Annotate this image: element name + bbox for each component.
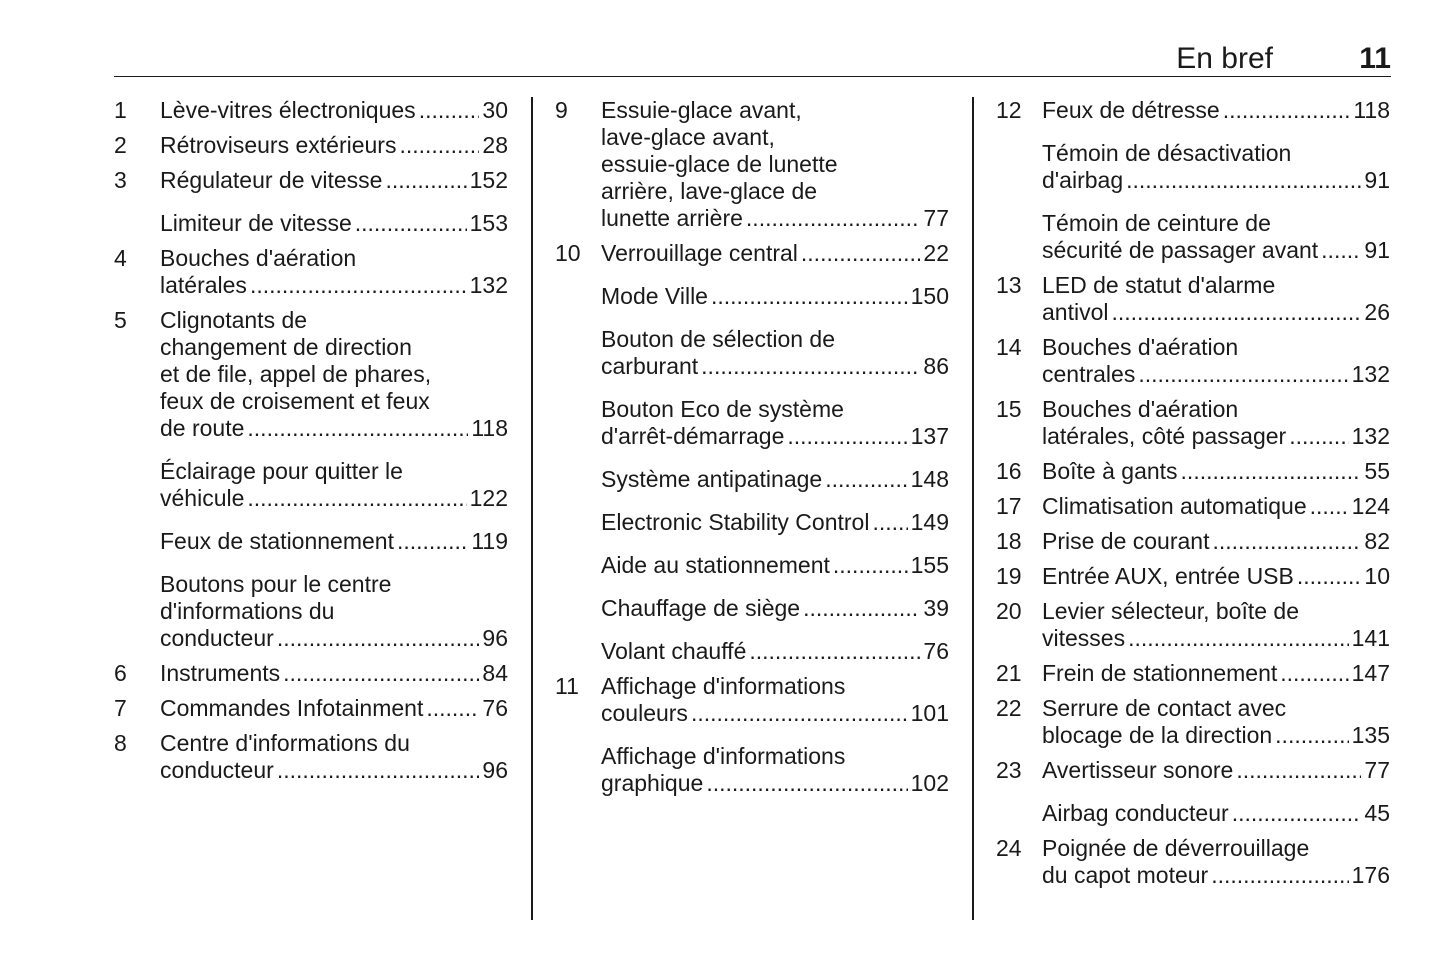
- entry-text-line: Limiteur de vitesse: [160, 210, 352, 236]
- page-reference: 84: [482, 660, 508, 686]
- index-entry: [996, 458, 1390, 485]
- item-number: 23: [996, 757, 1022, 783]
- entry-text-line: Volant chauffé: [601, 638, 747, 664]
- item-number: 19: [996, 563, 1022, 589]
- entry-last-line: [160, 625, 508, 652]
- entry-last-line: [1042, 493, 1390, 520]
- index-entry: [996, 757, 1390, 784]
- dot-leader: [872, 509, 907, 536]
- entry-text-line: conducteur: [160, 757, 274, 783]
- entry-text-line: lave-glace avant,: [601, 124, 775, 150]
- dot-leader: [1126, 167, 1361, 194]
- entry-text-line: Essuie-glace avant,: [601, 97, 802, 123]
- item-number: 7: [114, 695, 127, 721]
- entry-text-line: Témoin de ceinture de: [1042, 210, 1271, 236]
- entry-text-line: feux de croisement et feux: [160, 388, 430, 414]
- page-reference: 147: [1351, 660, 1390, 686]
- index-entry: [555, 283, 949, 310]
- page-reference: 102: [910, 770, 949, 796]
- page-reference: 152: [469, 167, 508, 193]
- entry-text-line: Avertisseur sonore: [1042, 757, 1234, 783]
- index-entry: [555, 97, 949, 232]
- dot-leader: [706, 770, 907, 797]
- index-entry: [114, 695, 508, 722]
- dot-leader: [1280, 660, 1348, 687]
- entry-text-line: Affichage d'informations: [601, 743, 846, 769]
- index-entry: [996, 97, 1390, 124]
- dot-leader: [701, 353, 920, 380]
- entry-text-line: changement de direction: [160, 334, 412, 360]
- entry-text-line: Rétroviseurs extérieurs: [160, 132, 397, 158]
- entry-text-line: Feux de détresse: [1042, 97, 1220, 123]
- entry-last-line: [160, 97, 508, 124]
- page-reference: 22: [923, 240, 949, 266]
- entry-last-line: [601, 638, 949, 665]
- index-entry: [996, 493, 1390, 520]
- entry-last-line: [1042, 167, 1390, 194]
- entry-text-line: Frein de stationnement: [1042, 660, 1278, 686]
- dot-leader: [426, 695, 479, 722]
- index-entry: [996, 598, 1390, 652]
- entry-text-line: vitesses: [1042, 625, 1126, 651]
- entry-last-line: [601, 205, 949, 232]
- entry-text-line: d'airbag: [1042, 167, 1124, 193]
- entry-text-line: Aide au stationnement: [601, 552, 830, 578]
- entry-text-line: Verrouillage central: [601, 240, 798, 266]
- entry-text-line: Éclairage pour quitter le: [160, 458, 403, 484]
- index-entry: [555, 595, 949, 622]
- item-number: 18: [996, 528, 1022, 554]
- page-reference: 77: [1364, 757, 1390, 783]
- section-title: En bref: [1176, 42, 1273, 75]
- entry-text-line: arrière, lave-glace de: [601, 178, 818, 204]
- index-entry: [555, 466, 949, 493]
- page-reference: 176: [1351, 862, 1390, 888]
- page-reference: 76: [923, 638, 949, 664]
- entry-last-line: [601, 466, 949, 493]
- index-entry: [114, 307, 508, 442]
- page-reference: 132: [1351, 361, 1390, 387]
- entry-last-line: [601, 423, 949, 450]
- page-reference: 135: [1351, 722, 1390, 748]
- entry-last-line: [601, 595, 949, 622]
- entry-last-line: [160, 757, 508, 784]
- entry-last-line: [601, 770, 949, 797]
- entry-last-line: [1042, 625, 1390, 652]
- item-number: 21: [996, 660, 1022, 686]
- entry-last-line: [1042, 660, 1390, 687]
- dot-leader: [283, 660, 479, 687]
- item-number: 9: [555, 97, 568, 123]
- index-entry: [555, 673, 949, 727]
- entry-text-line: Electronic Stability Control: [601, 509, 870, 535]
- index-entry: [114, 660, 508, 687]
- index-entry: [114, 167, 508, 194]
- page-reference: 155: [910, 552, 949, 578]
- index-entry: [114, 571, 508, 652]
- entry-last-line: [1042, 97, 1390, 124]
- entry-text-line: d'arrêt-démarrage: [601, 423, 785, 449]
- entry-text-line: Bouches d'aération: [160, 245, 357, 271]
- entry-last-line: [1042, 862, 1390, 889]
- item-number: 2: [114, 132, 127, 158]
- dot-leader: [1138, 361, 1348, 388]
- item-number: 16: [996, 458, 1022, 484]
- entry-text-line: latérales, côté passager: [1042, 423, 1287, 449]
- dot-leader: [1223, 97, 1351, 124]
- dot-leader: [1310, 493, 1349, 520]
- index-entry: [996, 695, 1390, 749]
- entry-text-line: Bouches d'aération: [1042, 334, 1239, 360]
- dot-leader: [1297, 563, 1362, 590]
- entry-text-line: Climatisation automatique: [1042, 493, 1307, 519]
- entry-last-line: [160, 272, 508, 299]
- dot-leader: [277, 625, 480, 652]
- index-entry: [114, 730, 508, 784]
- entry-last-line: [1042, 722, 1390, 749]
- page-reference: 122: [469, 485, 508, 511]
- entry-text-line: Instruments: [160, 660, 281, 686]
- dot-leader: [399, 132, 479, 159]
- entry-last-line: [601, 700, 949, 727]
- dot-leader: [1181, 458, 1362, 485]
- entry-last-line: [160, 528, 508, 555]
- item-number: 15: [996, 396, 1022, 422]
- entry-last-line: [1042, 423, 1390, 450]
- item-number: 4: [114, 245, 127, 271]
- dot-leader: [1321, 237, 1361, 264]
- entry-last-line: [160, 132, 508, 159]
- dot-leader: [803, 595, 920, 622]
- entry-last-line: [1042, 458, 1390, 485]
- entry-text-line: Clignotants de: [160, 307, 308, 333]
- item-number: 12: [996, 97, 1022, 123]
- entry-text-line: centrales: [1042, 361, 1136, 387]
- entry-text-line: sécurité de passager avant: [1042, 237, 1319, 263]
- dot-leader: [1275, 722, 1348, 749]
- entry-text-line: Bouches d'aération: [1042, 396, 1239, 422]
- page-reference: 148: [910, 466, 949, 492]
- index-entry: [996, 272, 1390, 326]
- index-entry: [114, 458, 508, 512]
- dot-leader: [397, 528, 468, 555]
- page-reference: 137: [910, 423, 949, 449]
- entry-text-line: de route: [160, 415, 245, 441]
- page-reference: 91: [1364, 167, 1390, 193]
- entry-text-line: Poignée de déverrouillage: [1042, 835, 1310, 861]
- index-entry: [996, 835, 1390, 889]
- entry-text-line: Témoin de désactivation: [1042, 140, 1292, 166]
- item-number: 5: [114, 307, 127, 333]
- index-entry: [555, 552, 949, 579]
- index-entry: [114, 528, 508, 555]
- dot-leader: [385, 167, 466, 194]
- page-reference: 118: [1353, 97, 1390, 123]
- entry-last-line: [160, 485, 508, 512]
- page-reference: 150: [910, 283, 949, 309]
- page-reference: 86: [923, 353, 949, 379]
- page-reference: 26: [1364, 299, 1390, 325]
- page-reference: 96: [482, 757, 508, 783]
- entry-last-line: [1042, 563, 1390, 590]
- dot-leader: [250, 272, 467, 299]
- index-entry: [996, 660, 1390, 687]
- dot-leader: [833, 552, 908, 579]
- dot-leader: [1236, 757, 1361, 784]
- page-reference: 101: [910, 700, 949, 726]
- index-entry: [555, 326, 949, 380]
- dot-leader: [749, 638, 920, 665]
- dot-leader: [801, 240, 921, 267]
- entry-text-line: graphique: [601, 770, 704, 796]
- index-entry: [996, 210, 1390, 264]
- entry-last-line: [160, 167, 508, 194]
- entry-text-line: véhicule: [160, 485, 245, 511]
- item-number: 20: [996, 598, 1022, 624]
- page-reference: 118: [471, 415, 508, 441]
- page-number: 11: [1359, 42, 1391, 75]
- index-column-2: [555, 97, 949, 797]
- entry-last-line: [1042, 528, 1390, 555]
- entry-text-line: Affichage d'informations: [601, 673, 846, 699]
- index-entry: [114, 132, 508, 159]
- dot-leader: [1128, 625, 1349, 652]
- dot-leader: [1232, 800, 1362, 827]
- entry-text-line: conducteur: [160, 625, 274, 651]
- dot-leader: [787, 423, 907, 450]
- page-reference: 30: [482, 97, 508, 123]
- entry-text-line: Lève-vitres électroniques: [160, 97, 416, 123]
- item-number: 24: [996, 835, 1022, 861]
- page-reference: 91: [1364, 237, 1390, 263]
- entry-text-line: Serrure de contact avec: [1042, 695, 1287, 721]
- entry-text-line: du capot moteur: [1042, 862, 1209, 888]
- dot-leader: [1111, 299, 1361, 326]
- page-reference: 45: [1364, 800, 1390, 826]
- item-number: 11: [555, 673, 579, 699]
- page-reference: 77: [923, 205, 949, 231]
- page-reference: 55: [1364, 458, 1390, 484]
- entry-text-line: et de file, appel de phares,: [160, 361, 432, 387]
- page-reference: 119: [471, 528, 508, 554]
- index-entry: [555, 509, 949, 536]
- entry-last-line: [160, 415, 508, 442]
- entry-text-line: Système antipatinage: [601, 466, 823, 492]
- dot-leader: [691, 700, 908, 727]
- entry-text-line: Levier sélecteur, boîte de: [1042, 598, 1299, 624]
- page-reference: 124: [1351, 493, 1390, 519]
- entry-text-line: latérales: [160, 272, 247, 298]
- entry-last-line: [160, 210, 508, 237]
- index-column-1: [114, 97, 508, 784]
- entry-text-line: d'informations du: [160, 598, 335, 624]
- item-number: 8: [114, 730, 127, 756]
- entry-text-line: Airbag conducteur: [1042, 800, 1229, 826]
- dot-leader: [277, 757, 480, 784]
- index-entry: [555, 638, 949, 665]
- page-reference: 141: [1351, 625, 1390, 651]
- column-divider: [531, 97, 533, 920]
- index-entry: [114, 210, 508, 237]
- entry-text-line: Régulateur de vitesse: [160, 167, 383, 193]
- entry-text-line: Mode Ville: [601, 283, 708, 309]
- entry-text-line: Bouton Eco de système: [601, 396, 844, 422]
- dot-leader: [1289, 423, 1348, 450]
- entry-last-line: [1042, 800, 1390, 827]
- entry-text-line: couleurs: [601, 700, 688, 726]
- entry-text-line: Boutons pour le centre: [160, 571, 392, 597]
- column-divider: [972, 97, 974, 920]
- item-number: 17: [996, 493, 1022, 519]
- index-entry: [996, 800, 1390, 827]
- entry-text-line: blocage de la direction: [1042, 722, 1273, 748]
- index-entry: [555, 743, 949, 797]
- dot-leader: [355, 210, 467, 237]
- entry-last-line: [601, 353, 949, 380]
- entry-last-line: [160, 660, 508, 687]
- index-entry: [114, 245, 508, 299]
- page-reference: 10: [1364, 563, 1390, 589]
- dot-leader: [1212, 528, 1361, 555]
- index-entry: [555, 240, 949, 267]
- entry-last-line: [601, 552, 949, 579]
- dot-leader: [1211, 862, 1348, 889]
- entry-text-line: Chauffage de siège: [601, 595, 801, 621]
- page-reference: 96: [482, 625, 508, 651]
- index-entry: [996, 528, 1390, 555]
- dot-leader: [247, 415, 468, 442]
- page-header: [114, 40, 1391, 77]
- entry-last-line: [1042, 299, 1390, 326]
- index-entry: [996, 140, 1390, 194]
- index-entry: [555, 396, 949, 450]
- item-number: 3: [114, 167, 127, 193]
- entry-text-line: Centre d'informations du: [160, 730, 410, 756]
- entry-text-line: Commandes Infotainment: [160, 695, 424, 721]
- entry-text-line: carburant: [601, 353, 699, 379]
- dot-leader: [711, 283, 908, 310]
- index-column-3: [996, 97, 1390, 889]
- dot-leader: [825, 466, 907, 493]
- entry-text-line: essuie-glace de lunette: [601, 151, 838, 177]
- index-entry: [996, 334, 1390, 388]
- entry-last-line: [1042, 237, 1390, 264]
- page-reference: 39: [923, 595, 949, 621]
- item-number: 13: [996, 272, 1022, 298]
- index-entry: [996, 396, 1390, 450]
- entry-last-line: [1042, 361, 1390, 388]
- dot-leader: [419, 97, 480, 124]
- index-entry: [114, 97, 508, 124]
- entry-text-line: Prise de courant: [1042, 528, 1210, 554]
- entry-text-line: Bouton de sélection de: [601, 326, 836, 352]
- entry-last-line: [601, 240, 949, 267]
- page-reference: 153: [469, 210, 508, 236]
- index-entry: [996, 563, 1390, 590]
- entry-text-line: Boîte à gants: [1042, 458, 1178, 484]
- page-reference: 82: [1364, 528, 1390, 554]
- entry-last-line: [601, 509, 949, 536]
- entry-text-line: antivol: [1042, 299, 1109, 325]
- entry-last-line: [601, 283, 949, 310]
- item-number: 14: [996, 334, 1022, 360]
- dot-leader: [247, 485, 466, 512]
- entry-text-line: LED de statut d'alarme: [1042, 272, 1276, 298]
- item-number: 22: [996, 695, 1022, 721]
- entry-last-line: [1042, 757, 1390, 784]
- entry-text-line: Entrée AUX, entrée USB: [1042, 563, 1294, 589]
- item-number: 1: [114, 97, 127, 123]
- page-reference: 149: [910, 509, 949, 535]
- entry-text-line: lunette arrière: [601, 205, 743, 231]
- entry-text-line: Feux de stationnement: [160, 528, 394, 554]
- item-number: 10: [555, 240, 581, 266]
- page-reference: 132: [1351, 423, 1390, 449]
- entry-last-line: [160, 695, 508, 722]
- dot-leader: [746, 205, 920, 232]
- item-number: 6: [114, 660, 127, 686]
- page-reference: 76: [482, 695, 508, 721]
- page-reference: 132: [469, 272, 508, 298]
- page-reference: 28: [482, 132, 508, 158]
